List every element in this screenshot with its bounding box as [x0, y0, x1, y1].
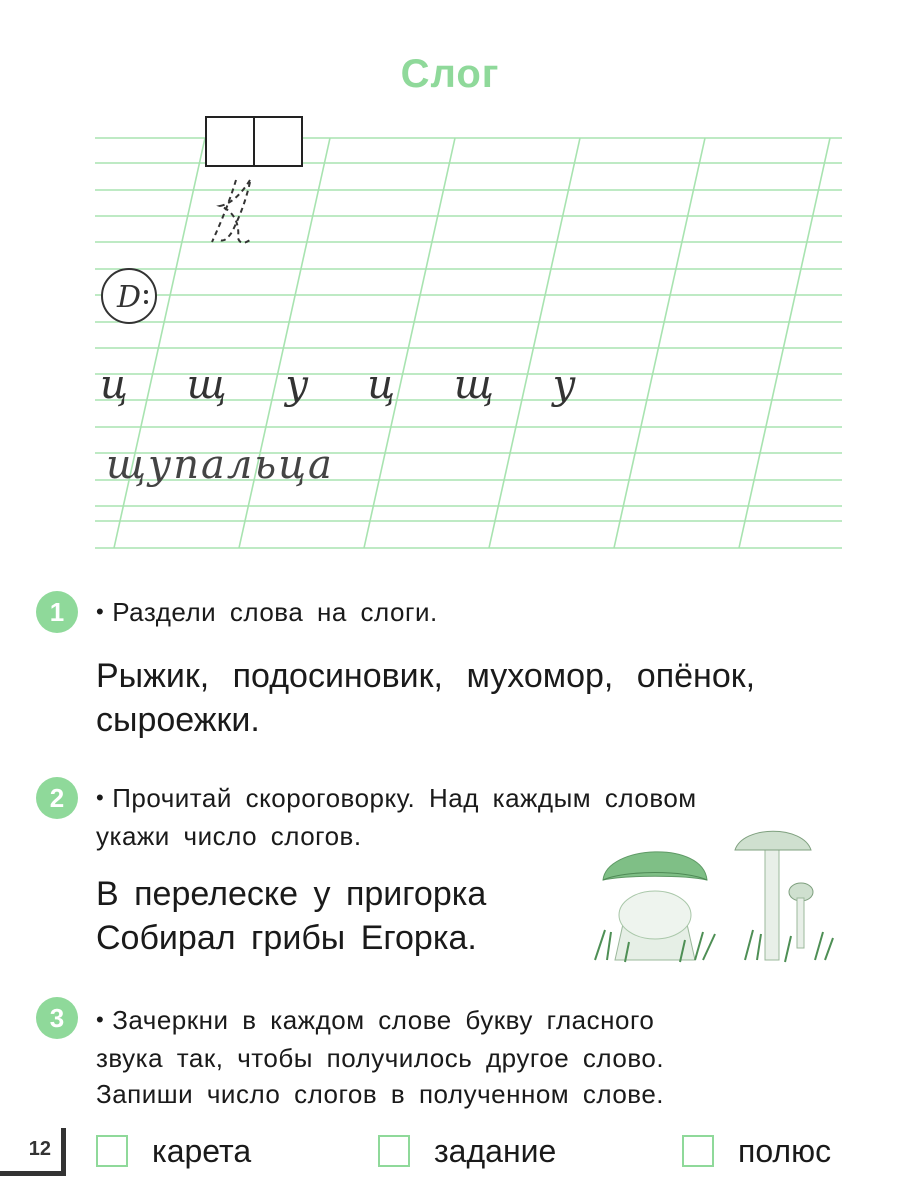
d-circle-icon: [102, 269, 156, 323]
answer-item-3: [682, 1126, 831, 1176]
answer-checkbox-1[interactable]: [96, 1135, 128, 1167]
syllable-scheme: [206, 117, 302, 166]
answer-word-1: карета: [152, 1132, 252, 1169]
page-number: 12: [0, 1128, 66, 1176]
mushrooms-illustration: [585, 820, 845, 970]
task-1-words-line-2: сыроежки.: [96, 701, 260, 739]
answer-word-3: полюс: [738, 1132, 832, 1169]
task-1-words: [96, 654, 846, 742]
writing-grid: [0, 0, 900, 560]
bullet-icon: •: [96, 599, 105, 624]
poem-line-2: Собирал грибы Егорка.: [96, 919, 477, 957]
mushroom-image: [595, 852, 715, 962]
poem-line-1: В перелеске у пригорка: [96, 875, 487, 913]
task-number-3: 3: [36, 997, 78, 1039]
page-title: Слог: [400, 52, 500, 96]
answer-item-2: [378, 1126, 556, 1176]
fly-agaric-image: [735, 831, 833, 962]
answer-word-2: задание: [434, 1132, 557, 1169]
task-3-instruction: • Зачеркни в каждом слове букву гласного звука так, чтобы получилось другое слово. Запиши число слогов в полученном слове.: [96, 1005, 665, 1109]
answer-item-1: [96, 1126, 251, 1176]
task-1-instruction: • Раздели слова на слоги.: [96, 597, 438, 627]
cursive-practice-row-2: щупальца: [106, 442, 334, 488]
task-2-instruction: • Прочитай скороговорку. Над каждым словом укажи число слогов.: [96, 783, 697, 851]
cursive-practice-row-1: ц щ у ц щ у: [100, 362, 590, 408]
task-number-1: 1: [36, 591, 78, 633]
task-1-words-line-1: Рыжик, подосиновик, мухомор, опёнок,: [96, 657, 756, 695]
task-3-answer-row: [96, 1126, 846, 1176]
bullet-icon: •: [96, 785, 105, 810]
answer-checkbox-2[interactable]: [378, 1135, 410, 1167]
bullet-icon: •: [96, 1007, 105, 1032]
svg-text:D: D: [116, 280, 142, 315]
tongue-twister: [96, 872, 566, 960]
task-number-2: 2: [36, 777, 78, 819]
answer-checkbox-3[interactable]: [682, 1135, 714, 1167]
